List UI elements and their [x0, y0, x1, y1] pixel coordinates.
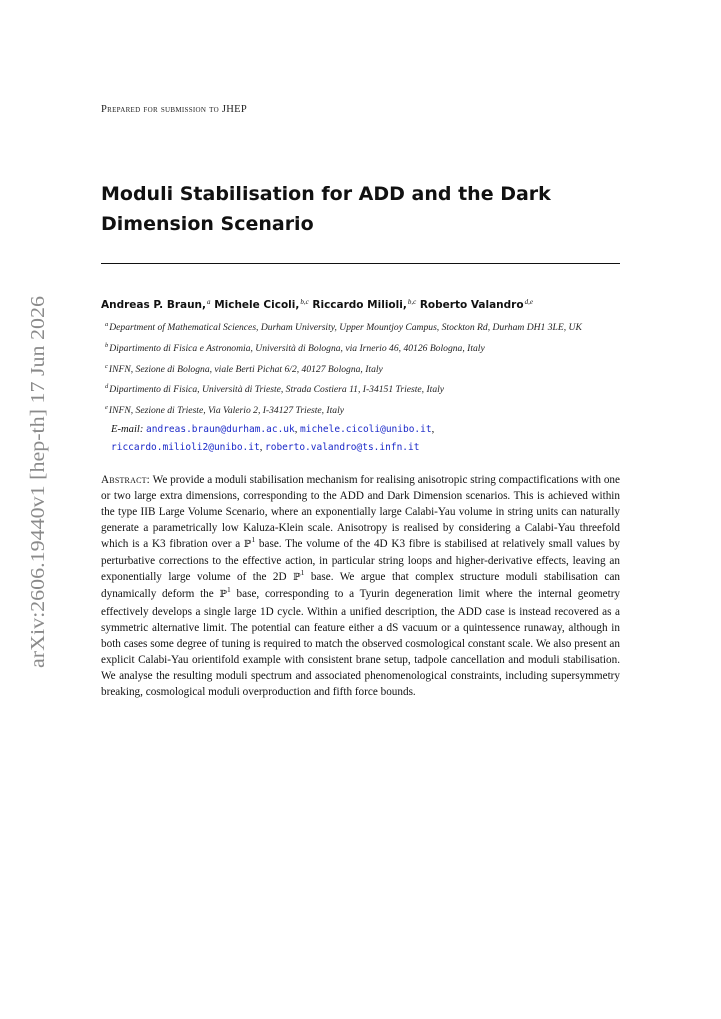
affiliation-key: b [105, 341, 109, 349]
affiliation-item [105, 318, 621, 335]
email-link[interactable]: michele.cicoli@unibo.it [300, 424, 432, 435]
affiliation-item [105, 380, 621, 397]
prepared-for-submission-note: Prepared for submission to JHEP [101, 104, 248, 115]
affiliation-key: d [105, 383, 109, 391]
abstract-text: We provide a moduli stabilisation mechanism for realising anisotropic string compactifications with one or two large extra dimensions, corresponding to the ADD and Dark Dimension scenarios. This is achieved within the type IIB Large Volume Scenario, where an exponentially large Calabi-Yau volume in string units can naturally generate a parametrically low Kaluza-Klein scale. Anisotropy is realised by considering a Calabi-Yau threefold which is a K3 fibration over a [101, 474, 620, 551]
email-link[interactable]: roberto.valandro@ts.infn.it [265, 442, 420, 453]
author-name: Andreas P. Braun, [101, 299, 207, 311]
email-label: E-mail: [111, 424, 144, 435]
projective-line-symbol: ℙ [243, 539, 252, 551]
affiliation-item [105, 339, 621, 356]
affiliation-key: c [105, 362, 108, 370]
email-block: E-mail: andreas.braun@durham.ac.uk, michele.cicoli@unibo.it, riccardo.milioli2@unibo.it, roberto.valandro@ts.infn.it [111, 424, 435, 453]
author-affil-marker: d,e [524, 298, 533, 306]
projective-line-exponent: 1 [227, 585, 231, 595]
author-name: Riccardo Milioli, [312, 299, 407, 311]
title-divider [101, 263, 620, 264]
author-affil-marker: b,c [300, 298, 309, 306]
affiliation-text: INFN, Sezione di Trieste, Via Valerio 2, I-34127 Trieste, Italy [108, 405, 345, 417]
affiliation-item [105, 360, 621, 377]
affiliation-key: e [105, 404, 108, 412]
affiliation-text: INFN, Sezione di Bologna, viale Berti Pichat 6/2, 40127 Bologna, Italy [108, 363, 383, 375]
projective-line-symbol: ℙ [219, 589, 228, 601]
arxiv-identifier-stamp [18, 296, 52, 668]
affiliation-text: Dipartimento di Fisica, Università di Trieste, Strada Costiera 11, I-34151 Trieste, Italy [109, 384, 445, 396]
abstract-text: base. We argue that complex structure moduli stabilisation can dynamically deform the [101, 571, 621, 601]
affiliation-item [105, 401, 621, 418]
author-list [101, 294, 533, 313]
author-name: Roberto Valandro [419, 299, 524, 311]
abstract-label: Abstract: [101, 474, 150, 486]
arxiv-id-text: arXiv:2606.19440v1 [hep-th] 17 Jun 2026 [27, 321, 49, 668]
projective-line-exponent: 1 [300, 568, 305, 578]
email-link[interactable]: riccardo.milioli2@unibo.it [111, 442, 260, 453]
author-affil-marker: a [207, 298, 211, 306]
email-link[interactable]: andreas.braun@durham.ac.uk [146, 424, 295, 435]
affiliation-key: a [105, 321, 109, 328]
paper-title: Moduli Stabilisation for ADD and the Dark Dimension Scenario [101, 183, 551, 235]
abstract [101, 472, 620, 700]
abstract-text: base. The volume of the 4D K3 fibre is stabilised at relatively small values by perturbative corrections to the effective action, in particular string loops and higher-derivative effects, leaving an exponentially large volume of the 2D [101, 538, 621, 584]
affiliation-text: Department of Mathematical Sciences, Durham University, Upper Mountjoy Campus, Stockton Rd, Durham DH1 3LE, UK [109, 322, 582, 333]
affiliation-text: Dipartimento di Fisica e Astronomia, Università di Bologna, via Irnerio 46, 40126 Bologna, Italy [109, 342, 485, 354]
author-affil-marker: b,c [407, 298, 417, 306]
author-name: Michele Cicoli, [214, 299, 300, 311]
abstract-text: base, corresponding to a Tyurin degeneration limit where the internal geometry effectively develops a single large 1D cycle. Within a unified description, the ADD case is instead recovered as a symmetric alternative limit. The potential can feature either a dS vacuum or a quintessence runaway, although in both cases some degree of tuning is required to match the observed cosmological constant scale. We also present an explicit Calabi-Yau orientifold example with consistent brane setup, tadpole cancellation and moduli stabilisation. We analyse the resulting moduli spectrum and associated phenomenological constraints, including supersymmetry breaking, cosmological moduli overproduction and fifth force bounds. [101, 588, 621, 698]
projective-line-symbol: ℙ [293, 572, 301, 584]
affiliation-list [105, 318, 621, 422]
projective-line-exponent: 1 [251, 535, 256, 545]
